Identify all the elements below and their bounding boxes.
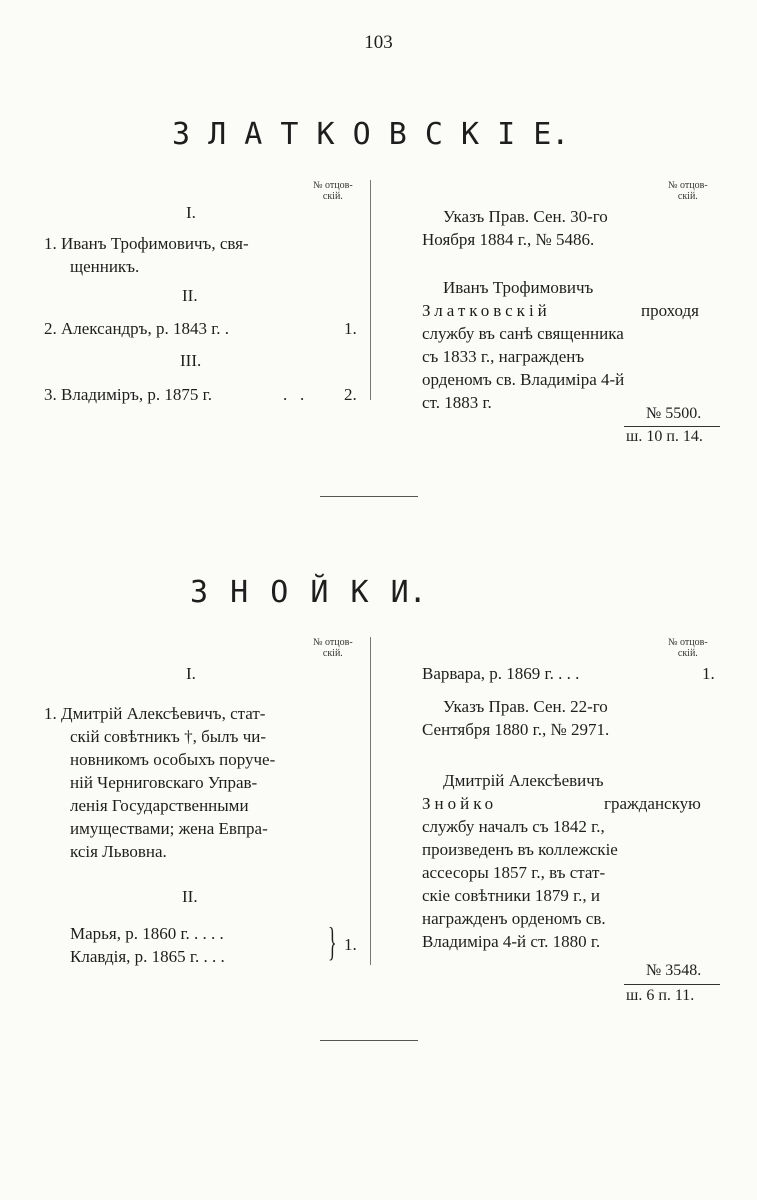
column-header-right <box>668 180 708 202</box>
person-entry-cont: новникомъ особыхъ поруче- <box>70 750 276 769</box>
roman-numeral: I. <box>186 203 196 222</box>
roman-numeral: III. <box>180 351 202 370</box>
biography-line: съ 1833 г., награжденъ <box>422 347 585 366</box>
father-number: 1. <box>344 935 357 954</box>
biography-line: скіе совѣтники 1879 г., и <box>422 886 601 905</box>
person-entry-cont: ксія Львовна. <box>70 842 167 861</box>
column-header-line1: № отцов- <box>668 180 708 191</box>
child-entry: Марья, р. 1860 г. . . . . <box>70 924 224 943</box>
biography-line: Дмитрій Алексѣевичъ <box>443 771 604 790</box>
column-divider <box>370 637 371 965</box>
section-title-zlatkovskie: З Л А Т К О В С К І Е. <box>172 117 570 152</box>
decree-line: Ноября 1884 г., № 5486. <box>422 230 595 249</box>
archive-location: ш. 6 п. 11. <box>626 987 695 1004</box>
section-title-znoiki: З Н О Й К И. <box>190 575 427 610</box>
biography-line <box>422 299 551 323</box>
decree-line: Указъ Прав. Сен. 30-го <box>443 207 608 226</box>
biography-line <box>422 792 497 816</box>
biography-line: ст. 1883 г. <box>422 393 492 412</box>
archive-number: № 3548. <box>646 962 702 979</box>
column-header-line2: скій. <box>322 648 343 659</box>
person-entry-cont: щенникъ. <box>70 257 140 276</box>
section-separator <box>320 496 418 497</box>
column-header-line1: № отцов- <box>313 637 353 648</box>
column-header-line2: скій. <box>677 191 698 202</box>
page-number: 103 <box>364 32 393 53</box>
column-header-line1: № отцов- <box>313 180 353 191</box>
biography-line: службу началъ съ 1842 г., <box>422 817 605 836</box>
roman-numeral: II. <box>182 887 198 906</box>
surname-spaced: Знойко <box>422 794 498 813</box>
reference-rule <box>624 984 720 985</box>
surname-spaced: Златковскій <box>422 301 551 320</box>
reference-rule <box>624 426 720 427</box>
biography-line: произведенъ въ коллежскіе <box>422 840 618 859</box>
brace: } <box>328 919 337 964</box>
section-separator <box>320 1040 418 1041</box>
dots: . . <box>283 385 305 404</box>
biography-line: Иванъ Трофимовичъ <box>443 278 594 297</box>
father-number: 2. <box>344 385 357 404</box>
roman-numeral: I. <box>186 664 196 683</box>
child-entry: Клавдія, р. 1865 г. . . . <box>70 947 225 966</box>
person-entry: 1. Дмитрій Алексѣевичъ, стат- <box>44 704 266 723</box>
child-entry: Варвара, р. 1869 г. . . . <box>422 664 580 683</box>
biography-line-end: проходя <box>641 301 700 320</box>
person-entry-cont: имуществами; жена Евпра- <box>70 819 268 838</box>
column-header-line2: скій. <box>677 648 698 659</box>
column-header-line1: № отцов- <box>668 637 708 648</box>
biography-line-end: гражданскую <box>604 794 701 813</box>
person-entry: 1. Иванъ Трофимовичъ, свя- <box>44 234 249 253</box>
person-entry: 3. Владиміръ, р. 1875 г. <box>44 385 212 404</box>
roman-numeral: II. <box>182 286 198 305</box>
person-entry-cont: ленія Государственными <box>70 796 249 815</box>
column-divider <box>370 180 371 400</box>
archive-number: № 5500. <box>646 405 702 422</box>
column-header-left <box>313 637 353 659</box>
biography-line: ассесоры 1857 г., въ стат- <box>422 863 606 882</box>
biography-line: Владиміра 4-й ст. 1880 г. <box>422 932 601 951</box>
person-entry: 2. Александръ, р. 1843 г. . <box>44 319 230 338</box>
father-number: 1. <box>344 319 357 338</box>
biography-line: службу въ санѣ священника <box>422 324 624 343</box>
person-entry-cont: ній Черниговскаго Управ- <box>70 773 258 792</box>
decree-line: Сентября 1880 г., № 2971. <box>422 720 610 739</box>
person-entry-cont: скій совѣтникъ †, былъ чи- <box>70 727 267 746</box>
father-number: 1. <box>702 664 715 683</box>
column-header-right <box>668 637 708 659</box>
column-header-line2: скій. <box>322 191 343 202</box>
biography-line: награжденъ орденомъ св. <box>422 909 606 928</box>
column-header-left <box>313 180 353 202</box>
archive-location: ш. 10 п. 14. <box>626 428 703 445</box>
decree-line: Указъ Прав. Сен. 22-го <box>443 697 608 716</box>
biography-line: орденомъ св. Владиміра 4-й <box>422 370 625 389</box>
